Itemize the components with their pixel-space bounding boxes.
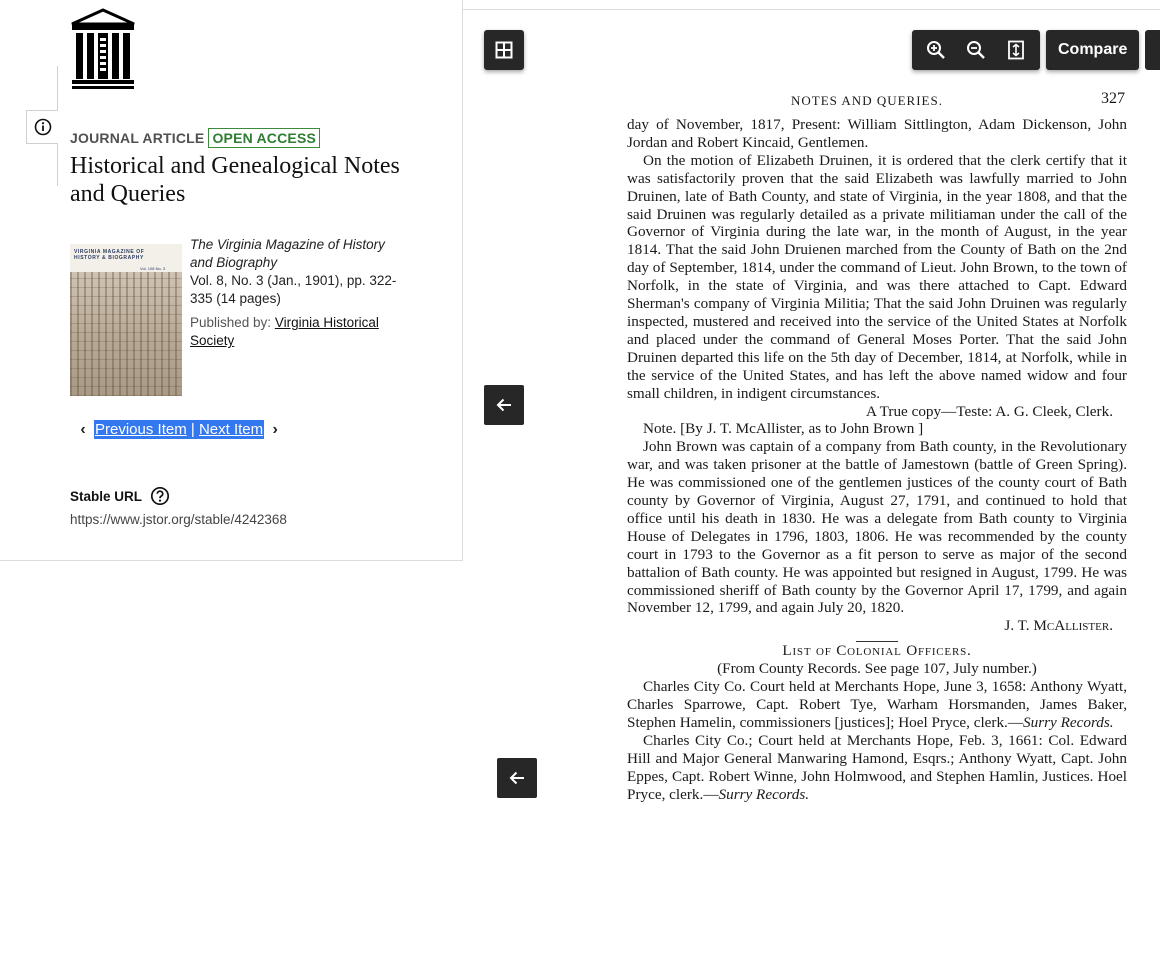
- viewer-toolbar: [912, 30, 1160, 70]
- publisher-link[interactable]: Virginia Historical Society: [190, 315, 379, 348]
- previous-page-button[interactable]: [484, 385, 524, 425]
- jstor-temple-logo-icon[interactable]: [70, 8, 136, 90]
- true-copy-line: A True copy—Teste: A. G. Cleek, Clerk.: [866, 402, 1113, 420]
- previous-item-link[interactable]: Previous Item: [95, 421, 187, 438]
- page-paragraph: [627, 678, 1127, 732]
- page-number: 327: [1101, 90, 1125, 107]
- article-info-panel: [0, 0, 463, 561]
- journal-name[interactable]: The Virginia Magazine of History and Biography: [190, 237, 385, 270]
- previous-page-button-secondary[interactable]: [497, 758, 537, 798]
- fit-page-button[interactable]: [998, 30, 1034, 70]
- zoom-in-icon: [926, 40, 946, 60]
- content-type-row: [70, 128, 320, 148]
- paragraph-text: Charles City Co. Court held at Merchants Hope, June 3, 1658: Anthony Wyatt, Charles Sparrowe, Capt. Robert Tye, Warham Horsmanden, James Baker, Stephen Hamelin, commissioners [justices]; Hoel Pryce, clerk.—: [627, 678, 1127, 731]
- source-citation: Surry Records.: [718, 785, 810, 803]
- chevron-left-icon[interactable]: ‹: [80, 420, 86, 438]
- fit-page-icon: [1007, 40, 1025, 60]
- page-paragraph: day of November, 1817, Present: William Sittlington, Adam Dickenson, John Jordan and Robert Kincaid, Gentlemen.: [627, 116, 1127, 151]
- arrow-left-icon: [495, 396, 513, 414]
- note-heading: Note. [By J. T. McAllister, as to John Brown ]: [643, 420, 924, 438]
- published-by: [190, 314, 400, 350]
- grid-view-icon: [495, 41, 513, 59]
- cover-title-line2: HISTORY & BIOGRAPHY: [74, 255, 144, 261]
- cover-illustration: [70, 272, 182, 396]
- page-header: [627, 88, 1127, 116]
- next-item-link[interactable]: Next Item: [198, 421, 264, 438]
- journal-cover-image[interactable]: [70, 244, 182, 396]
- stable-url-label: Stable URL: [70, 488, 143, 504]
- stable-url-label-row: [70, 486, 170, 506]
- zoom-controls: [912, 30, 1040, 70]
- chevron-right-icon[interactable]: ›: [272, 420, 278, 438]
- journal-info: [190, 236, 400, 350]
- cover-issue: Vol. 108 No. 3: [140, 266, 166, 271]
- nav-links: [94, 420, 264, 439]
- arrow-left-icon: [508, 769, 526, 787]
- published-by-label: Published by:: [190, 315, 275, 330]
- article-title: Historical and Genealogical Notes and Queries: [70, 153, 400, 207]
- zoom-out-button[interactable]: [958, 30, 994, 70]
- page-viewer: [463, 9, 1160, 955]
- item-navigation: [76, 420, 282, 439]
- help-circle-icon[interactable]: [150, 486, 170, 506]
- zoom-in-button[interactable]: [918, 30, 954, 70]
- info-icon: [34, 118, 52, 136]
- scanned-page: [627, 88, 1127, 803]
- zoom-out-icon: [966, 40, 986, 60]
- source-citation: Surry Records.: [1023, 713, 1114, 731]
- content-type-label: JOURNAL ARTICLE: [70, 130, 205, 146]
- note-signature: J. T. McAllister.: [1004, 617, 1113, 635]
- paragraph-text: Charles City Co.; Court held at Merchants Hope, Feb. 3, 1661: Col. Edward Hill and Major General Manwaring Hamond, Esqrs.; Anthony Wyatt, Capt. John Eppes, Capt. Robert Winne, John Holmwood, and Stephen Hamlin, Justices. Hoel Pryce, clerk.—: [627, 731, 1127, 803]
- running-head: NOTES AND QUERIES.: [791, 93, 943, 108]
- more-button[interactable]: [1145, 30, 1160, 70]
- nav-separator: |: [186, 421, 199, 438]
- section-subheading: (From County Records. See page 107, July number.): [717, 660, 1037, 678]
- page-paragraph: On the motion of Elizabeth Druinen, it is ordered that the clerk certify that it was satisfactorily proven that the said Elizabeth was lawfully married to John Druinen, late of Bath County, and state of Virginia, in the year 1808, and that the said Druinen was regularly detailed as a private militiaman under the call of the Governor of Virginia during the late war, in the month of August, in the year 1814. That the said John Druienen marched from the County of Bath on the 2nd day of September, 1814, under the command of Lieut. John Brown, to the town of Norfolk, in the state of Virginia, and was there attached to Capt. Edward Sherman's company of Virginia Militia; That the said John Druinen was regularly inspected, mustered and received into the service of the United States at Norfolk and placed under the command of General Moses Porter. That the said John Druinen departed this life on the 5th day of December, 1814, at Norfolk, while in the service of the United States, and has left the above named widow and four small children, in indigent circumstances.: [627, 151, 1127, 402]
- section-heading: List of Colonial Officers.: [782, 642, 972, 660]
- note-body: John Brown was captain of a company from Bath county, in the Revolutionary war, and was taken prisoner at the battle of Jamestown (battle of Green Spring). He was commissioned one of the gentlemen justices of the county court of Bath county by Governor of Virginia, August 27, 1791, and continued to hold that office until his death in 1830. He was a delegate from Bath county to Virginia House of Delegates in 1796, 1803, 1806. He was recommended by the county court in 1793 to the Governor as a fit person to serve as major of the second battalion of Bath county. He was appointed but resigned in August, 1799. He was commissioned sheriff of Bath county by the Governor April 17, 1799, and again November 12, 1799, and again July 20, 1820.: [627, 438, 1127, 617]
- issue-details: Vol. 8, No. 3 (Jan., 1901), pp. 322-335 (14 pages): [190, 273, 397, 306]
- stable-url[interactable]: https://www.jstor.org/stable/4242368: [70, 512, 287, 527]
- cover-title-line1: VIRGINIA MAGAZINE OF: [74, 249, 145, 255]
- cover-title: [74, 249, 144, 261]
- compare-button[interactable]: Compare: [1046, 30, 1139, 70]
- grid-view-button[interactable]: [484, 30, 524, 70]
- open-access-badge: OPEN ACCESS: [208, 128, 320, 148]
- page-paragraph: [627, 732, 1127, 804]
- info-button[interactable]: [26, 110, 58, 144]
